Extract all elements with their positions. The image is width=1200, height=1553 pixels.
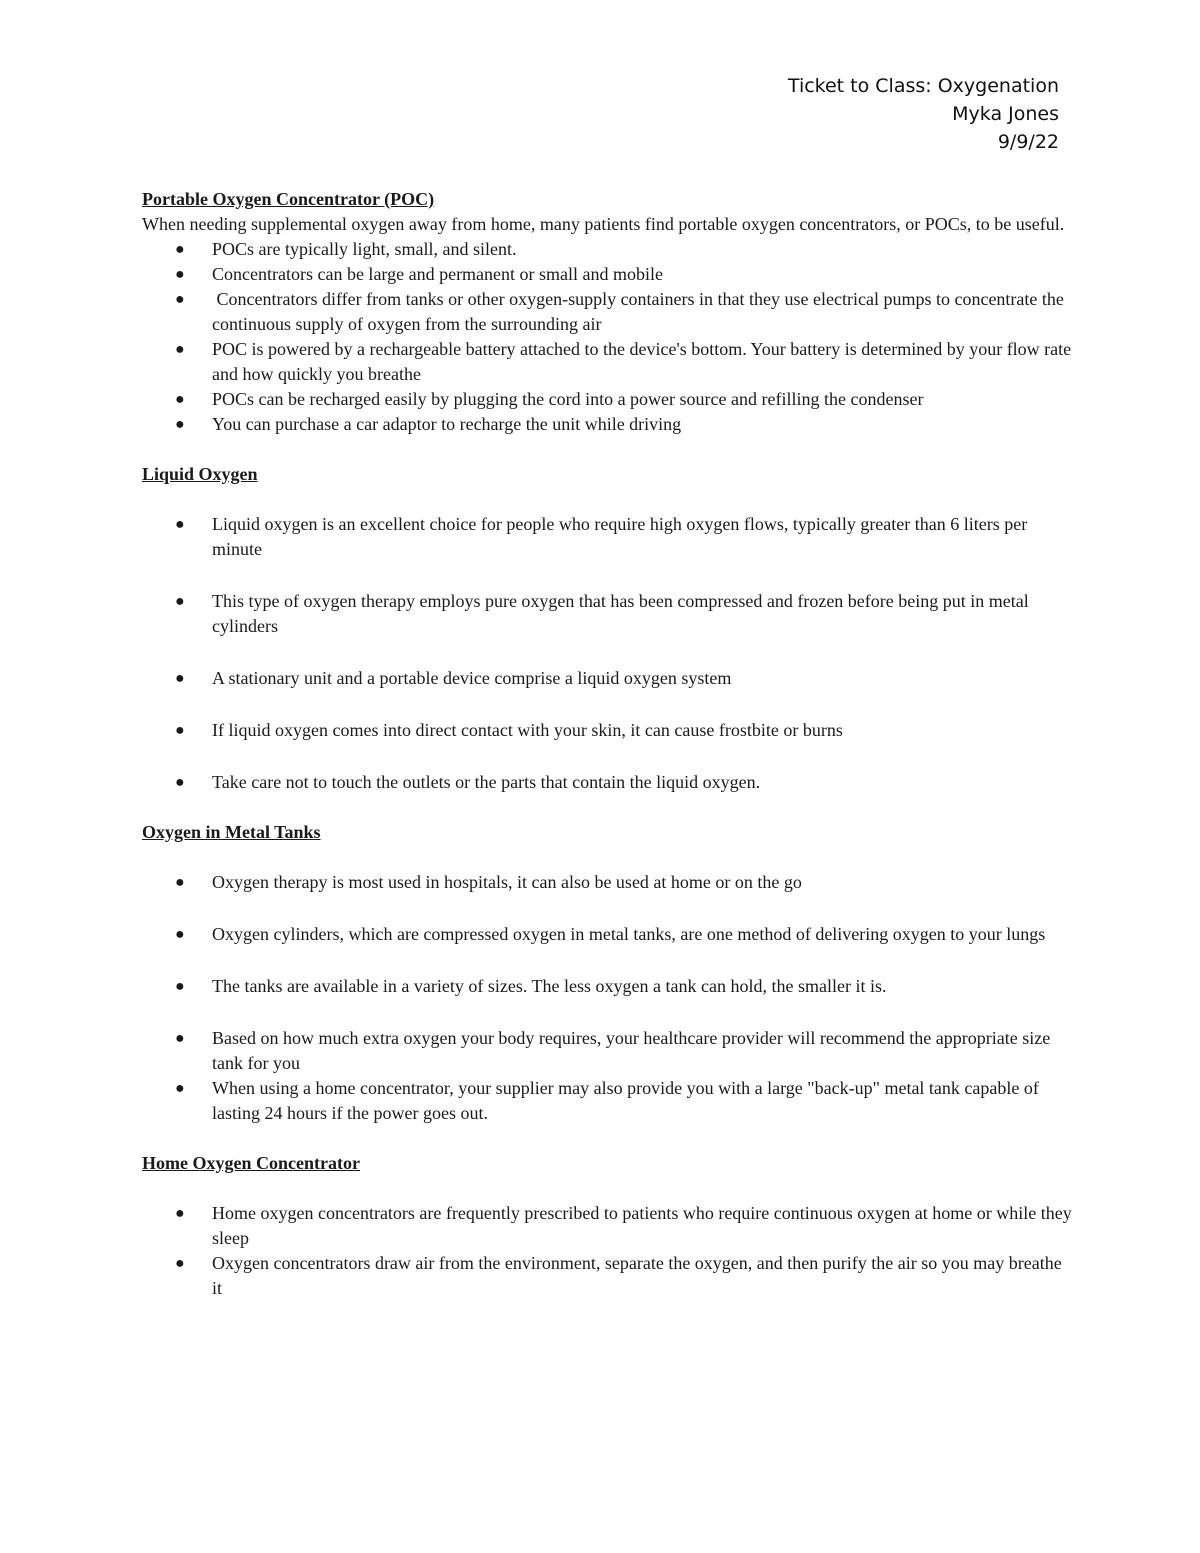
list-item: ● If liquid oxygen comes into direct contact with your skin, it can cause frostbite or burns	[142, 718, 1072, 743]
bullet-icon: ●	[175, 670, 185, 687]
list-item: ● Concentrators can be large and permanent or small and mobile	[142, 262, 1072, 287]
document-body	[142, 187, 1072, 1301]
bullet-icon: ●	[175, 291, 185, 308]
list-item: ● A stationary unit and a portable device comprise a liquid oxygen system	[142, 666, 1072, 691]
bullet-icon: ●	[175, 774, 185, 791]
bullet-icon: ●	[175, 1080, 185, 1097]
list-item: ● Take care not to touch the outlets or the parts that contain the liquid oxygen.	[142, 770, 1072, 795]
list-item: ● Home oxygen concentrators are frequently prescribed to patients who require continuous oxygen at home or while they sleep	[175, 1203, 1072, 1248]
bullet-list-metal-tanks	[142, 870, 1072, 1126]
document-title: Ticket to Class: Oxygenation	[787, 75, 1059, 97]
bullet-icon: ●	[175, 341, 185, 358]
bullet-icon: ●	[175, 266, 185, 283]
bullet-icon: ●	[175, 978, 185, 995]
list-item: ● Oxygen concentrators draw air from the environment, separate the oxygen, and then purify the air so you may breathe it	[175, 1253, 1062, 1298]
section-title-home-concentrator: Home Oxygen Concentrator	[142, 1153, 360, 1173]
document-date: 9/9/22	[997, 131, 1059, 153]
bullet-icon: ●	[175, 516, 185, 533]
bullet-list-home-concentrator	[142, 1201, 1072, 1301]
section-title-poc: Portable Oxygen Concentrator (POC)	[142, 189, 435, 209]
bullet-icon: ●	[175, 241, 185, 258]
section-title-metal-tanks: Oxygen in Metal Tanks	[142, 822, 321, 842]
list-item: ● The tanks are available in a variety of sizes. The less oxygen a tank can hold, the smaller it is.	[142, 974, 1072, 999]
list-item: ● This type of oxygen therapy employs pure oxygen that has been compressed and frozen before being put in metal cylinders	[175, 591, 1029, 636]
list-item: ● Based on how much extra oxygen your body requires, your healthcare provider will recommend the appropriate size tank for you	[175, 1028, 1051, 1073]
list-item: ● Oxygen cylinders, which are compressed oxygen in metal tanks, are one method of delivering oxygen to your lungs	[142, 922, 1072, 947]
list-item: ● Liquid oxygen is an excellent choice for people who require high oxygen flows, typically greater than 6 liters per minute	[175, 514, 1028, 559]
list-item: ● When using a home concentrator, your supplier may also provide you with a large "back-up" metal tank capable of lasting 24 hours if the power goes out.	[175, 1078, 1039, 1123]
section-title-liquid-oxygen: Liquid Oxygen	[142, 464, 258, 484]
bullet-icon: ●	[175, 1030, 185, 1047]
list-item: ● You can purchase a car adaptor to recharge the unit while driving	[142, 412, 1072, 437]
bullet-icon: ●	[175, 416, 185, 433]
list-item: ● Oxygen therapy is most used in hospitals, it can also be used at home or on the go	[142, 870, 1072, 895]
bullet-icon: ●	[175, 722, 185, 739]
author-name: Myka Jones	[952, 103, 1059, 125]
list-item: ● POCs can be recharged easily by plugging the cord into a power source and refilling the condenser	[142, 387, 1072, 412]
bullet-icon: ●	[175, 1205, 185, 1222]
list-item: ● Concentrators differ from tanks or other oxygen-supply containers in that they use electrical pumps to concentrate the continuous supply of oxygen from the surrounding air	[175, 289, 1069, 334]
list-item: ● POCs are typically light, small, and silent.	[142, 237, 1072, 262]
section-intro-poc: When needing supplemental oxygen away from home, many patients find portable oxygen concentrators, or POCs, to be useful.	[142, 214, 1065, 234]
list-item: ● POC is powered by a rechargeable battery attached to the device's bottom. Your battery is determined by your flow rate and how quickly you breathe	[175, 339, 1072, 384]
bullet-icon: ●	[175, 391, 185, 408]
bullet-list-poc	[142, 237, 1072, 437]
bullet-icon: ●	[175, 1255, 185, 1272]
bullet-icon: ●	[175, 593, 185, 610]
bullet-icon: ●	[175, 926, 185, 943]
bullet-icon: ●	[175, 874, 185, 891]
bullet-list-liquid-oxygen	[142, 512, 1072, 795]
document-header	[788, 72, 1059, 156]
